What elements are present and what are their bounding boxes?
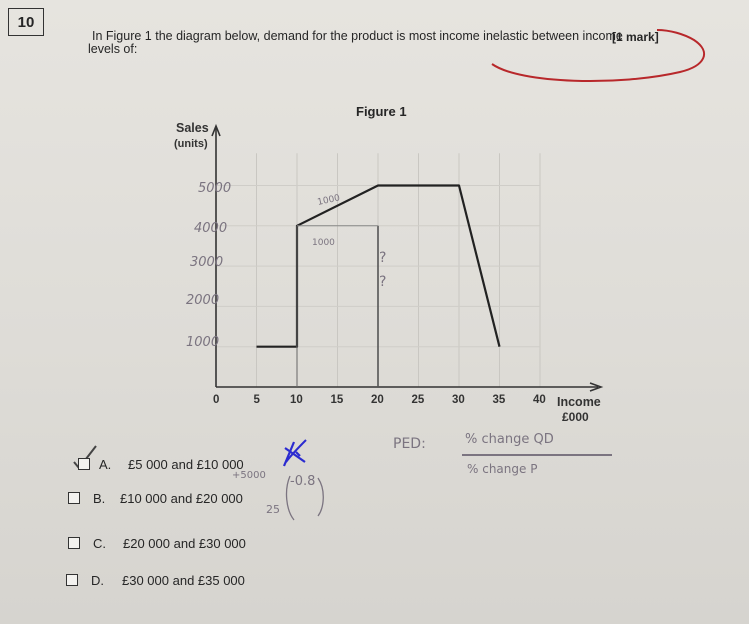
hand-calc-1: +5000 xyxy=(232,470,266,481)
option-d-checkbox[interactable] xyxy=(66,574,78,586)
option-b-text: £10 000 and £20 000 xyxy=(120,491,243,506)
y-axis-label-1: Sales xyxy=(176,121,209,135)
x-axis-label-2: £000 xyxy=(562,410,589,424)
hand-note-1000-b: 1000 xyxy=(312,238,335,248)
hand-calc-3: 25 xyxy=(266,503,280,516)
hand-q-2: ? xyxy=(379,274,387,290)
stem-line-1: In Figure 1 the diagram below, demand for the product is most income inelastic between income xyxy=(92,29,623,43)
hand-y-2000: 2000 xyxy=(186,293,220,308)
hand-note-1000-a: 1000 xyxy=(316,193,342,208)
x-tick-35: 35 xyxy=(492,394,506,406)
option-d-letter: D. xyxy=(91,573,104,588)
hand-q-1: ? xyxy=(379,250,387,266)
x-axis-label-1: Income xyxy=(557,395,601,409)
hand-bracket-left xyxy=(287,476,294,520)
y-axis-label-2: (units) xyxy=(174,138,208,150)
x-tick-25: 25 xyxy=(411,394,425,406)
option-a-checkbox[interactable] xyxy=(78,458,90,470)
x-tick-5: 5 xyxy=(253,394,260,406)
x-tick-10: 10 xyxy=(290,394,303,406)
stem-line-2: levels of: xyxy=(88,42,138,56)
option-a-text: £5 000 and £10 000 xyxy=(128,457,244,472)
hand-ped-numerator: % change QD xyxy=(465,432,554,447)
option-b-letter: B. xyxy=(93,491,106,506)
hand-ped-denominator: % change P xyxy=(467,462,538,476)
option-d-text: £30 000 and £35 000 xyxy=(122,573,245,588)
marks-label: [1 mark] xyxy=(612,30,659,44)
hand-bracket-right xyxy=(318,478,323,516)
x-tick-15: 15 xyxy=(330,394,344,406)
option-c-text: £20 000 and £30 000 xyxy=(123,536,246,551)
question-number: 10 xyxy=(8,8,44,36)
x-tick-40: 40 xyxy=(533,394,546,406)
hand-y-3000: 3000 xyxy=(190,255,224,270)
hand-y-4000: 4000 xyxy=(194,221,228,236)
option-a-letter: A. xyxy=(99,457,112,472)
hand-ped-label: PED: xyxy=(393,436,426,452)
x-tick-20: 20 xyxy=(371,394,384,406)
hand-y-1000: 1000 xyxy=(186,335,220,350)
option-b-checkbox[interactable] xyxy=(68,492,80,504)
option-c-letter: C. xyxy=(93,536,106,551)
hand-calc-2: -0.8 xyxy=(290,474,316,489)
figure-title: Figure 1 xyxy=(356,104,407,119)
x-tick-30: 30 xyxy=(452,394,465,406)
x-tick-0: 0 xyxy=(213,394,220,406)
hand-y-5000: 5000 xyxy=(198,181,232,196)
option-c-checkbox[interactable] xyxy=(68,537,80,549)
